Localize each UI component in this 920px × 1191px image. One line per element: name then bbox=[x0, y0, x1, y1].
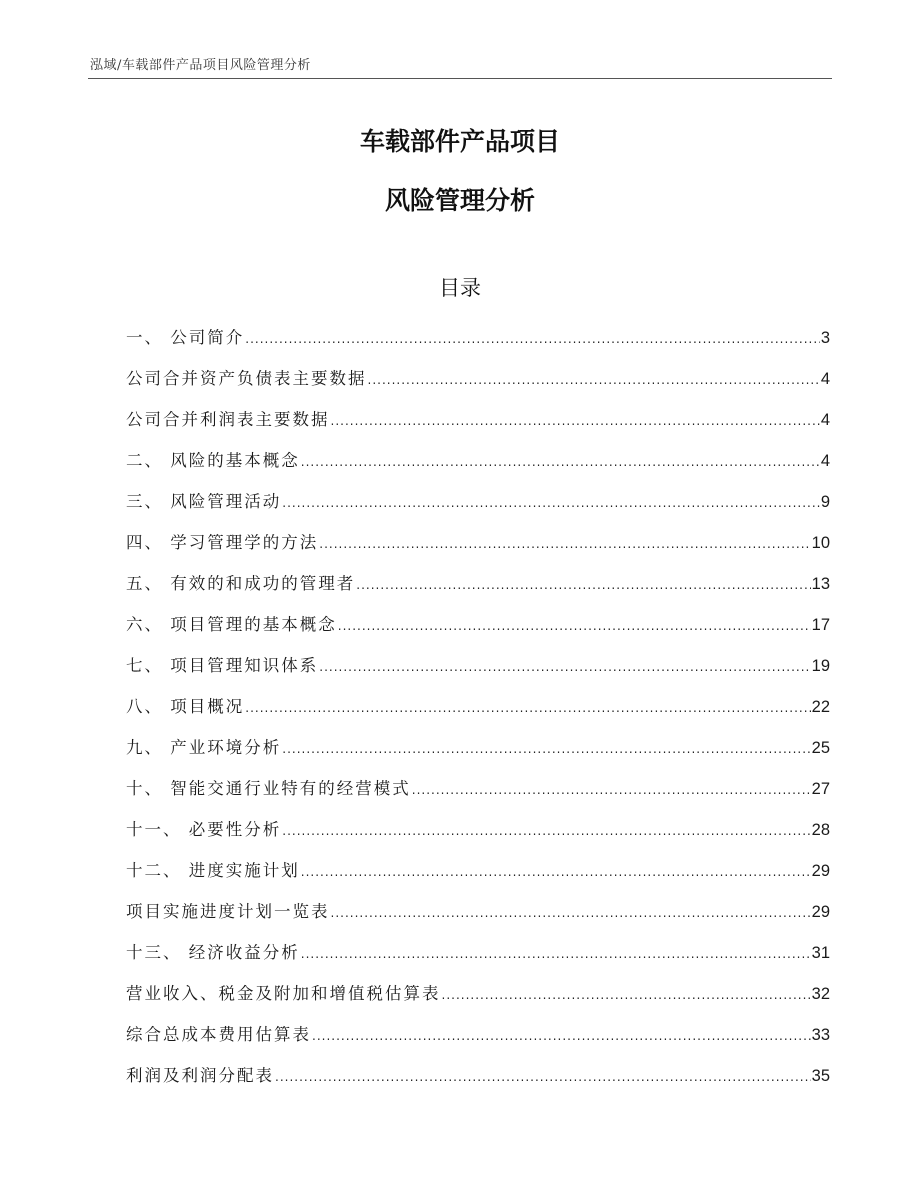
toc-entry-page-number: 27 bbox=[811, 780, 830, 798]
toc-dot-leader bbox=[282, 483, 820, 524]
toc-entry-page-number: 4 bbox=[820, 411, 830, 429]
toc-entry-page-number: 9 bbox=[820, 493, 830, 511]
toc-heading: 目录 bbox=[439, 276, 481, 300]
toc-entry-title: 三、 风险管理活动 bbox=[126, 492, 282, 511]
toc-dot-leader bbox=[368, 360, 820, 401]
toc-entry-title: 八、 项目概况 bbox=[126, 697, 245, 716]
toc-entry[interactable] bbox=[126, 932, 830, 973]
toc-entry[interactable] bbox=[126, 645, 830, 686]
toc-entry-page-number: 4 bbox=[820, 452, 830, 470]
toc-entry[interactable] bbox=[126, 686, 830, 727]
toc-entry-page-number: 19 bbox=[811, 657, 830, 675]
toc-entry-title: 十、 智能交通行业特有的经营模式 bbox=[126, 779, 411, 798]
toc-entry[interactable] bbox=[126, 850, 830, 891]
toc-dot-leader bbox=[301, 442, 820, 483]
toc-entry-title: 十一、 必要性分析 bbox=[126, 820, 282, 839]
toc-entry-page-number: 17 bbox=[811, 616, 830, 634]
toc-entry-title: 利润及利润分配表 bbox=[126, 1066, 274, 1085]
toc-dot-leader bbox=[331, 401, 820, 442]
header-divider bbox=[88, 78, 832, 79]
toc-dot-leader bbox=[442, 975, 811, 1016]
toc-entry-title: 二、 风险的基本概念 bbox=[126, 451, 300, 470]
toc-entry-page-number: 29 bbox=[811, 903, 830, 921]
toc-entry-title: 综合总成本费用估算表 bbox=[126, 1025, 311, 1044]
toc-entry-page-number: 35 bbox=[811, 1067, 830, 1085]
toc-dot-leader bbox=[245, 319, 820, 360]
toc-dot-leader bbox=[275, 1057, 811, 1098]
toc-entry[interactable] bbox=[126, 481, 830, 522]
toc-dot-leader bbox=[301, 852, 811, 893]
toc-entry-title: 公司合并资产负债表主要数据 bbox=[126, 369, 367, 388]
toc-dot-leader bbox=[412, 770, 811, 811]
toc-entry[interactable] bbox=[126, 317, 830, 358]
toc-entry[interactable] bbox=[126, 563, 830, 604]
toc-entry-page-number: 22 bbox=[811, 698, 830, 716]
toc-entry-page-number: 32 bbox=[811, 985, 830, 1003]
toc-entry[interactable] bbox=[126, 809, 830, 850]
toc-entry-page-number: 4 bbox=[820, 370, 830, 388]
toc-dot-leader bbox=[301, 934, 811, 975]
toc-entry-title: 四、 学习管理学的方法 bbox=[126, 533, 319, 552]
toc-entry[interactable] bbox=[126, 522, 830, 563]
toc-entry-title: 十二、 进度实施计划 bbox=[126, 861, 300, 880]
toc-entry[interactable] bbox=[126, 604, 830, 645]
document-subtitle: 风险管理分析 bbox=[384, 186, 535, 215]
toc-entry[interactable] bbox=[126, 399, 830, 440]
toc-entry-title: 营业收入、税金及附加和增值税估算表 bbox=[126, 984, 441, 1003]
toc-entry-page-number: 10 bbox=[811, 534, 830, 552]
toc-dot-leader bbox=[245, 688, 810, 729]
toc-entry-page-number: 28 bbox=[811, 821, 830, 839]
toc-dot-leader bbox=[312, 1016, 811, 1057]
toc-dot-leader bbox=[319, 524, 810, 565]
toc-entry[interactable] bbox=[126, 973, 830, 1014]
toc-entry-page-number: 29 bbox=[811, 862, 830, 880]
toc-entry-title: 五、 有效的和成功的管理者 bbox=[126, 574, 356, 593]
toc-dot-leader bbox=[282, 811, 810, 852]
toc-entry-title: 十三、 经济收益分析 bbox=[126, 943, 300, 962]
toc-entry-title: 项目实施进度计划一览表 bbox=[126, 902, 330, 921]
toc-dot-leader bbox=[338, 606, 811, 647]
toc-entry[interactable] bbox=[126, 727, 830, 768]
toc-dot-leader bbox=[282, 729, 810, 770]
toc-entry[interactable] bbox=[126, 358, 830, 399]
toc-entry[interactable] bbox=[126, 440, 830, 481]
toc-entry-title: 公司合并利润表主要数据 bbox=[126, 410, 330, 429]
toc-entry-page-number: 31 bbox=[811, 944, 830, 962]
toc-entry[interactable] bbox=[126, 1055, 830, 1096]
toc-dot-leader bbox=[319, 647, 810, 688]
running-header: 泓域/车载部件产品项目风险管理分析 bbox=[90, 58, 311, 73]
toc-entry-page-number: 33 bbox=[811, 1026, 830, 1044]
toc-entry[interactable] bbox=[126, 891, 830, 932]
document-title: 车载部件产品项目 bbox=[359, 127, 560, 156]
toc-entry-title: 六、 项目管理的基本概念 bbox=[126, 615, 337, 634]
toc-entry-page-number: 25 bbox=[811, 739, 830, 757]
toc-entry-title: 一、 公司简介 bbox=[126, 328, 245, 347]
toc-entry-title: 九、 产业环境分析 bbox=[126, 738, 282, 757]
toc-entry-title: 七、 项目管理知识体系 bbox=[126, 656, 319, 675]
toc-entry-page-number: 3 bbox=[820, 329, 830, 347]
toc-dot-leader bbox=[331, 893, 811, 934]
toc-dot-leader bbox=[356, 565, 810, 606]
toc-entry[interactable] bbox=[126, 1014, 830, 1055]
toc-entry-page-number: 13 bbox=[811, 575, 830, 593]
table-of-contents bbox=[126, 317, 830, 1096]
toc-entry[interactable] bbox=[126, 768, 830, 809]
